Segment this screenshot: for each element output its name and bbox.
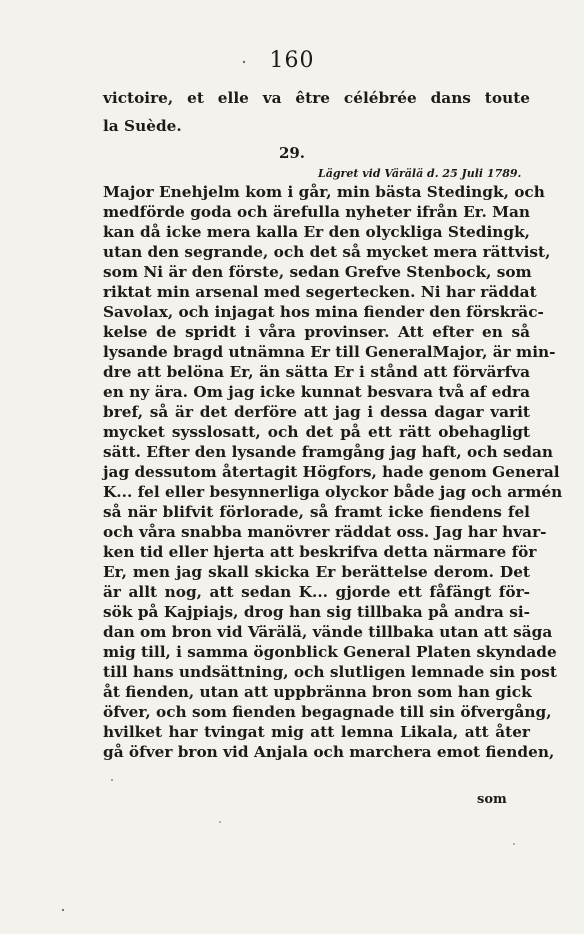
page-number: 160 (269, 48, 315, 73)
body-line: Savolax, och injagat hos mina fiender den förskräc- (103, 303, 544, 321)
catchword: som (477, 792, 507, 807)
body-line: hvilket har tvingat mig att lemna Likala, att åter (103, 723, 530, 741)
body-line: sätt. Efter den lysande framgång jag haft, och sedan (103, 443, 554, 461)
body-line: kelse de spridt i våra provinser. Att efter en så (103, 323, 530, 341)
body-line: mycket sysslosatt, och det på ett rätt obehagligt (103, 423, 530, 441)
body-line: sök på Kajpiajs, drog han sig tillbaka på andra si- (103, 603, 530, 621)
body-line: och våra snabba manövrer räddat oss. Jag har hvar- (103, 523, 547, 541)
body-line: riktat min arsenal med segertecken. Ni har räddat (103, 283, 537, 301)
body-line: åt fienden, utan att uppbränna bron som han gick (103, 683, 532, 701)
body-line: gå öfver bron vid Anjala och marchera emot fienden, (103, 743, 555, 761)
body-line: dan om bron vid Värälä, vände tillbaka utan att säga (103, 623, 553, 641)
speck (219, 821, 221, 823)
body-line: till hans undsättning, och slutligen lemnade sin post (103, 663, 557, 681)
body-line: är allt nog, att sedan K... gjorde ett fåfängt för- (103, 583, 530, 601)
speck (62, 909, 64, 911)
body-line: dre att belöna Er, än sätta Er i stånd att förvärfva (103, 363, 530, 381)
body-line: Major Enehjelm kom i går, min bästa Stedingk, och (103, 183, 545, 201)
body-line: ken tid eller hjerta att beskrifva detta närmare för (103, 543, 537, 561)
speck (111, 779, 113, 781)
body-line: en ny ära. Om jag icke kunnat besvara två af edra (103, 383, 530, 401)
body-line: utan den segrande, och det så mycket mera rättvist, (103, 243, 551, 261)
opening-line: victoire, et elle va être célébrée dans toute (103, 89, 530, 107)
body-line: som Ni är den förste, sedan Grefve Stenbock, som (103, 263, 532, 281)
body-line: bref, så är det derföre att jag i dessa dagar varit (103, 403, 530, 421)
body-line: Er, men jag skall skicka Er berättelse derom. Det (103, 563, 530, 581)
opening-line: la Suède. (103, 117, 182, 135)
speck (513, 843, 515, 845)
dateline: Lägret vid Värälä d. 25 Juli 1789. (318, 167, 522, 180)
body-line: öfver, och som fienden begagnade till sin öfvergång, (103, 703, 552, 721)
body-line: K... fel eller besynnerliga olyckor både jag och armén (103, 483, 563, 501)
body-line: kan då icke mera kalla Er den olyckliga Stedingk, (103, 223, 530, 241)
body-line: lysande bragd utnämna Er till GeneralMajor, är min- (103, 343, 556, 361)
body-line: jag dessutom återtagit Högfors, hade genom General (103, 463, 560, 481)
body-line: medförde goda och ärefulla nyheter ifrån Er. Man (103, 203, 531, 221)
body-line: så när blifvit förlorade, så framt icke fiendens fel (103, 503, 530, 521)
letter-number: 29. (278, 144, 306, 162)
body-line: mig till, i samma ögonblick General Platen skyndade (103, 643, 557, 661)
